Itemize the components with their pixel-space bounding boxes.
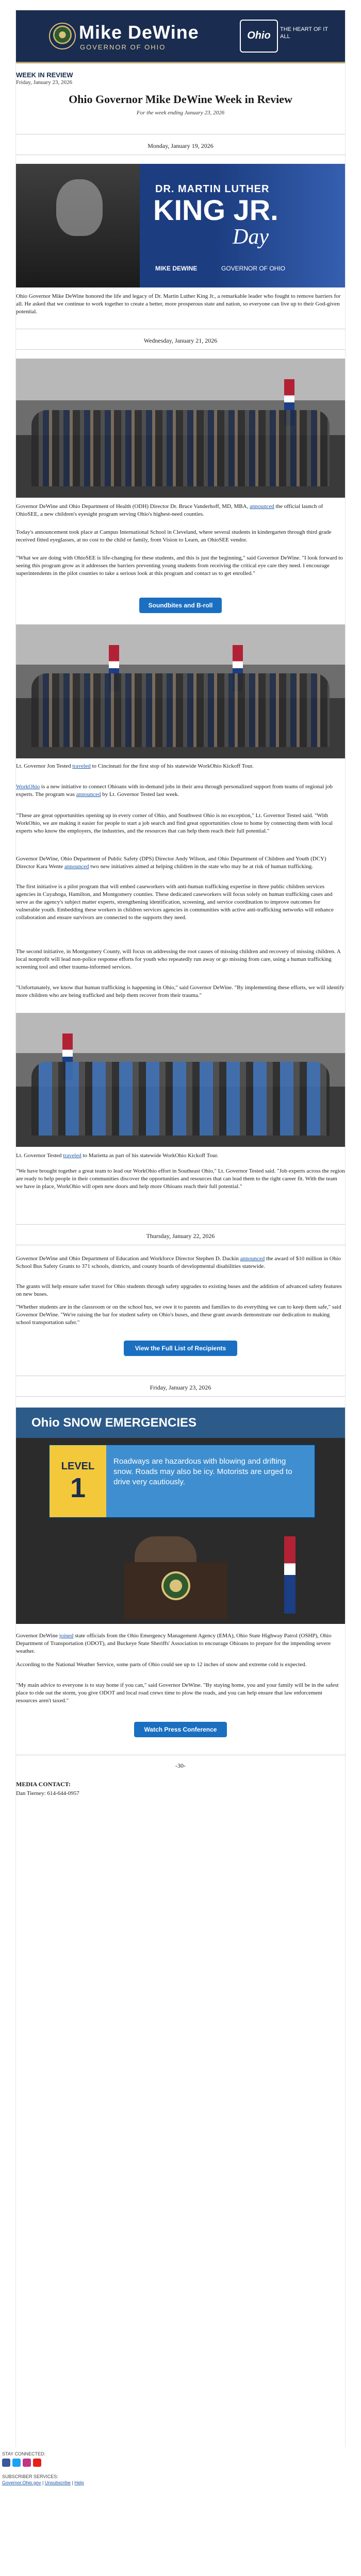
ohiosee-paragraph-2: Today's announcement took place at Campus International School in Cleveland, where several students in kindergarten through third grade received fitted eyeglasses, at no cost to the child or family, from Vision to Learn, an OhioSEE vendor. [16, 529, 332, 543]
ohio-logo-text: Ohio [247, 30, 271, 41]
divider [16, 349, 345, 350]
bus-grant-quote: "Whether students are in the classroom or on the school bus, we owe it to parents and families to do everything we can to keep them safe," said Governor DeWine. "We're raising the bar for student safety on Ohio's buses, and these grant awards demonstrate our dedication to making school transportation safer." [16, 1304, 341, 1326]
photo-group [16, 359, 345, 498]
workohio-paragraph [16, 783, 345, 799]
subscriber-services-label: SUBSCRIBER SERVICES: [2, 2474, 58, 2479]
graphic-line-1: DR. MARTIN LUTHER [155, 183, 270, 195]
day-heading-wednesday: Wednesday, January 21, 2026 [143, 337, 218, 344]
text-run: by Lt. Governor Tested last week. [101, 791, 179, 798]
page-title: Ohio Governor Mike DeWine Week in Review [69, 93, 292, 106]
email-footer [0, 2447, 361, 2576]
announced-link[interactable]: announced [64, 863, 89, 870]
trafficking-paragraph-2: The first initiative is a pilot program that will embed caseworkers with anti-human trafficking expertise in three public children services agencies in Cuyahoga, Hamilton, and Montgomery counties. These dedicated caseworkers will focus solely on human trafficking cases and serve as the agency's subject matter experts, strengthening identification, screening, and service coordination to improve outcomes for vulnerable youth. Embedding these workers in children services agencies in communities with active anti-trafficking networks will enhance collaboration and ensure survivors are connected to the supports they need. [16, 884, 334, 921]
divider [16, 1224, 345, 1225]
week-in-review-label: WEEK IN REVIEW [16, 71, 73, 79]
ohiosee-photo [16, 359, 345, 498]
end-mark: -30- [175, 1762, 186, 1769]
text-run: is a new initiative to connect Ohioans with in-demand jobs in their area through personalized support from teams of regional job experts. The program was [16, 784, 333, 798]
day-heading-thursday: Thursday, January 22, 2026 [146, 1232, 215, 1240]
text-run: state officials from the Ohio Emergency Management Agency (EMA), Ohio State Highway Patrol (OSHP), Ohio Department of Transportation (ODOT), and Buckeye State Sheriffs' Association to encourage Ohioans to prepare for the impending severe weather. [16, 1633, 332, 1654]
photo-group [16, 1013, 345, 1147]
trafficking-paragraph-3: The second initiative, in Montgomery County, will focus on addressing the root causes of missing children and recovery of missing children. A local nonprofit will lead non-police response efforts for youth who repeatedly run away or go missing from care, using a human trafficking screening tool and other trauma-informed services. [16, 948, 341, 970]
youtube-icon[interactable] [33, 2459, 41, 2467]
workohio-cincinnati-photo [16, 624, 345, 758]
bus-grant-paragraph-2: The grants will help ensure safer travel for Ohio students through safety upgrades to existing buses and the addition of advanced safety features on new buses. [16, 1283, 342, 1297]
graphic-line-2: KING JR. [153, 194, 278, 226]
facebook-icon[interactable] [2, 2459, 10, 2467]
day-heading-friday: Friday, January 23, 2026 [150, 1384, 211, 1391]
text-run: two new initiatives aimed at helping children in the state who may be at risk of human trafficking. [89, 863, 314, 870]
manage-preferences-link[interactable]: Governor.Ohio.gov [2, 2480, 41, 2485]
marietta-quote: "We have brought together a great team to lead our WorkOhio effort in Southeast Ohio," Lt. Governor Tested said. "Job experts across the region are ready to help people in their communities discover the opportunities and resources that can lead them to the right career fit. With the team we have in place, WorkOhio will open new doors and help more Ohioans reach their full potential." [16, 1168, 345, 1190]
press-conference-button[interactable]: Watch Press Conference [134, 1722, 227, 1737]
joined-link[interactable]: joined [59, 1633, 74, 1639]
marietta-caption [16, 1152, 345, 1160]
text-run: Lt. Governor Jon Tested [16, 763, 73, 769]
snow-paragraph-1 [16, 1632, 345, 1655]
traveled-link[interactable]: traveled [72, 763, 91, 769]
announced-link[interactable]: announced [250, 503, 274, 510]
workohio-link[interactable]: WorkOhio [16, 784, 40, 790]
announced-link[interactable]: announced [76, 791, 101, 798]
unsubscribe-link[interactable]: Unsubscribe [44, 2480, 71, 2485]
recipients-button[interactable]: View the Full List of Recipients [124, 1341, 237, 1356]
snow-level-badge [50, 1445, 106, 1517]
ohiosee-paragraph-1 [16, 503, 345, 518]
text-run: Governor DeWine, Ohio Department of Public Safety (DPS) Director Andy Wilson, and Ohio Department of Children and Youth (DCY) Director Kara Wente [16, 856, 326, 870]
snow-level-screen [48, 1444, 316, 1519]
graphic-credit-title: GOVERNOR OF OHIO [221, 265, 286, 272]
ohio-logo [240, 20, 278, 53]
cincinnati-caption [16, 762, 345, 770]
ohio-tagline: THE HEART OF IT ALL [280, 26, 328, 40]
photo-people [31, 410, 330, 487]
newsletter [16, 10, 345, 2447]
photo-group [16, 624, 345, 758]
photo-people [31, 1062, 330, 1136]
header-banner [16, 10, 345, 63]
trafficking-paragraph-1 [16, 855, 345, 871]
help-link[interactable]: Help [74, 2480, 84, 2485]
stay-connected-label: STAY CONNECTED: [2, 2451, 46, 2456]
media-contact-label: MEDIA CONTACT: [16, 1781, 71, 1788]
graphic-credit-name: MIKE DEWINE [155, 265, 198, 272]
text-run: Governor DeWine and Ohio Department of Health (ODH) Director Dr. Bruce Vanderhoff, MD, MBA, [16, 503, 250, 510]
twitter-icon[interactable] [12, 2459, 21, 2467]
snow-quote: "My main advice to everyone is to stay home if you can," said Governor DeWine. "By staying home, you and your family will be in the safest place to ride out the storm, you give ODOT and local road crews time to plow the roads, and you can help ensure that law enforcement resources aren't taxed." [16, 1682, 339, 1704]
flag [284, 1536, 296, 1614]
level-number: 1 [70, 1472, 86, 1503]
text-run: the award of $10 million in Ohio School Bus Safety Grants to 371 schools, districts, and county boards of developmental disabilities statewide. [16, 1256, 341, 1269]
mlk-caption: Ohio Governor Mike DeWine honored the life and legacy of Dr. Martin Luther King Jr., a remarkable leader who fought to remove barriers for all. He asked that we continue to work together to create a better, more prosperous state and nation, so everyone can live up to their God-given potential. [16, 293, 341, 315]
issue-date: Friday, January 23, 2026 [16, 79, 72, 86]
week-period: For the week ending January 23, 2026 [136, 110, 225, 116]
mlk-portrait [16, 164, 140, 287]
day-heading-monday: Monday, January 19, 2026 [147, 142, 214, 149]
graphic-line-3: Day [233, 225, 269, 249]
governor-name: Mike DeWine [79, 22, 199, 43]
ohio-seal-icon [49, 23, 76, 49]
traveled-link[interactable]: traveled [63, 1153, 81, 1159]
media-contact: Dan Tierney: 614-644-0957 [16, 1790, 79, 1797]
soundbites-button[interactable]: Soundbites and B-roll [139, 598, 222, 613]
level-description: Roadways are hazardous with blowing and drifting snow. Roads may also be icy. Motorists are urged to drive very cautiously. [113, 1457, 292, 1486]
text-run: Lt. Governor Tested [16, 1153, 63, 1159]
text-run: Governor DeWine [16, 1633, 59, 1639]
manage-links: Governor.Ohio.gov | Unsubscribe | Help [2, 2480, 84, 2485]
workohio-quote: "These are great opportunities opening up in every corner of Ohio, and Southwest Ohio is no exception," Lt. Governor Tested said. "With WorkOhio, we are making it easier for people to start a job search and find great opportunities close to home by connecting them with local experts who know the employers, the industries, and the resources that can help them reach their full potential." [16, 812, 333, 834]
announced-link[interactable]: announced [240, 1256, 265, 1262]
ohiosee-quote: "What we are doing with OhioSEE is life-changing for these students, and this is just the beginning," said Governor DeWine. "I look forward to seeing this program grow as it addresses the barriers preventing young students from receiving the critical eye care they need. I encourage superintendents in the pilot counties to take a serious look at this program and contact us to get enrolled." [16, 555, 343, 577]
snow-emergency-photo [16, 1408, 345, 1624]
mlk-day-graphic [16, 164, 345, 287]
trafficking-quote: "Unfortunately, we know that human trafficking is happening in Ohio," said Governor DeWine. "By implementing these efforts, we will identify more children who are being trafficked and help them recover from their trauma." [16, 985, 344, 998]
governor-subtitle: GOVERNOR OF OHIO [80, 43, 166, 51]
snow-graphic-title: Ohio SNOW EMERGENCIES [31, 1416, 197, 1430]
workohio-marietta-photo [16, 1013, 345, 1147]
instagram-icon[interactable] [23, 2459, 31, 2467]
level-word: LEVEL [61, 1461, 95, 1472]
text-run: to Marietta as part of his statewide WorkOhio Kickoff Tour. [81, 1153, 219, 1159]
snow-paragraph-2: According to the National Weather Service, some parts of Ohio could see up to 12 inches of snow and extreme cold is expected. [16, 1662, 307, 1668]
divider [16, 1396, 345, 1397]
text-run: to Cincinnati for the first stop of his statewide WorkOhio Kickoff Tour. [90, 763, 254, 769]
text-run: Governor DeWine and Ohio Department of Education and Workforce Director Stephen D. Dackin [16, 1256, 240, 1262]
portrait-face [56, 179, 103, 236]
podium-seal-icon [161, 1571, 190, 1600]
photo-people [31, 673, 330, 747]
bus-grant-paragraph-1 [16, 1255, 345, 1270]
text-run: the official launch of OhioSEE, a new children's eyesight program serving Ohio's highest-need counties. [16, 503, 323, 517]
